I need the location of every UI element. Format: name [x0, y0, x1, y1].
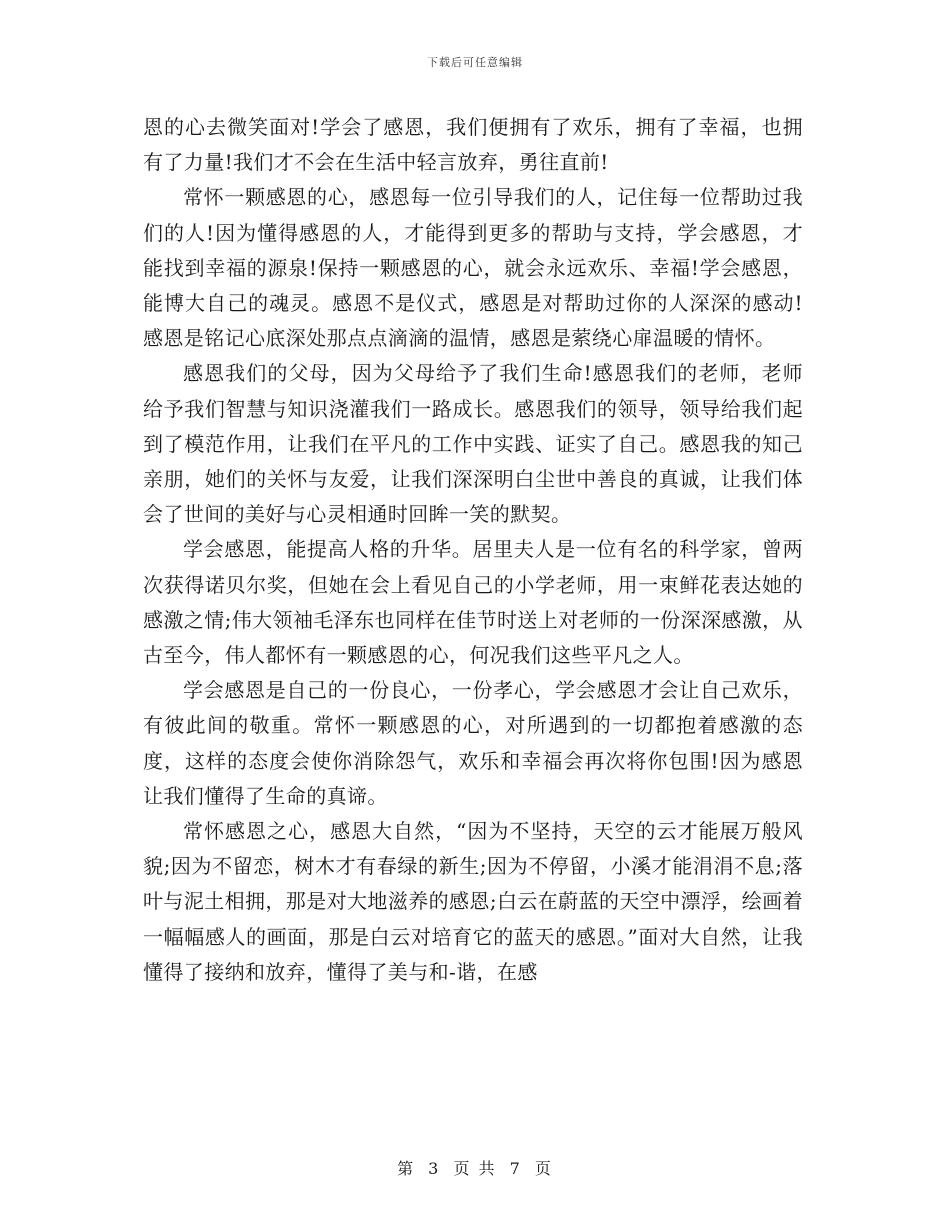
document-body [143, 110, 803, 990]
page-footer [0, 1156, 950, 1179]
footer-total-pages: 7 [509, 1159, 522, 1178]
paragraph-6: 常怀感恩之心，感恩大自然，“因为不坚持，天空的云才能展万般风貌;因为不留恋，树木才有春绿的新生;因为不停留，小溪才能涓涓不息;落叶与泥土相拥，那是对大地滋养的感恩;白云在蔚蓝的天空中漂浮，绘画着一幅幅感人的画面，那是白云对培育它的蓝天的感恩。”面对大自然，让我懂得了接纳和放弃，懂得了美与和-谐，在感 [143, 819, 803, 984]
footer-middle: 页 共 [453, 1159, 497, 1178]
paragraph-3: 感恩我们的父母，因为父母给予了我们生命!感恩我们的老师，老师给予我们智慧与知识浇灌我们一路成长。感恩我们的领导，领导给我们起到了模范作用，让我们在平凡的工作中实践、证实了自己。感恩我的知己亲朋，她们的关怀与友爱，让我们深深明白尘世中善良的真诚，让我们体会了世间的美好与心灵相通时回眸一笑的默契。 [143, 361, 803, 527]
footer-prefix: 第 [397, 1159, 416, 1178]
footer-suffix: 页 [534, 1159, 553, 1178]
paragraph-1: 恩的心去微笑面对!学会了感恩，我们便拥有了欢乐，拥有了幸福，也拥有了力量!我们才不会在生活中轻言放弃，勇往直前! [143, 115, 803, 175]
paragraph-4: 学会感恩，能提高人格的升华。居里夫人是一位有名的科学家，曾两次获得诺贝尔奖，但她在会上看见自己的小学老师，用一束鲜花表达她的感激之情;伟大领袖毛泽东也同样在佳节时送上对老师的一份深深感激，从古至今，伟人都怀有一颗感恩的心，何况我们这些平凡之人。 [143, 537, 803, 668]
paragraph-2: 常怀一颗感恩的心，感恩每一位引导我们的人，记住每一位帮助过我们的人!因为懂得感恩的人，才能得到更多的帮助与支持，学会感恩，才能找到幸福的源泉!保持一颗感恩的心，就会永远欢乐、幸福!学会感恩，能博大自己的魂灵。感恩不是仪式，感恩是对帮助过你的人深深的感动!感恩是铭记心底深处那点点滴滴的温情，感恩是萦绕心扉温暖的情怀。 [143, 185, 803, 351]
paragraph-5: 学会感恩是自己的一份良心，一份孝心，学会感恩才会让自己欢乐，有彼此间的敬重。常怀一颗感恩的心，对所遇到的一切都抱着感激的态度，这样的态度会使你消除怨气，欢乐和幸福会再次将你包围!因为感恩让我们懂得了生命的真谛。 [143, 678, 803, 808]
page-header: 下载后可任意编辑 [427, 56, 523, 69]
footer-page-number: 3 [428, 1159, 441, 1178]
